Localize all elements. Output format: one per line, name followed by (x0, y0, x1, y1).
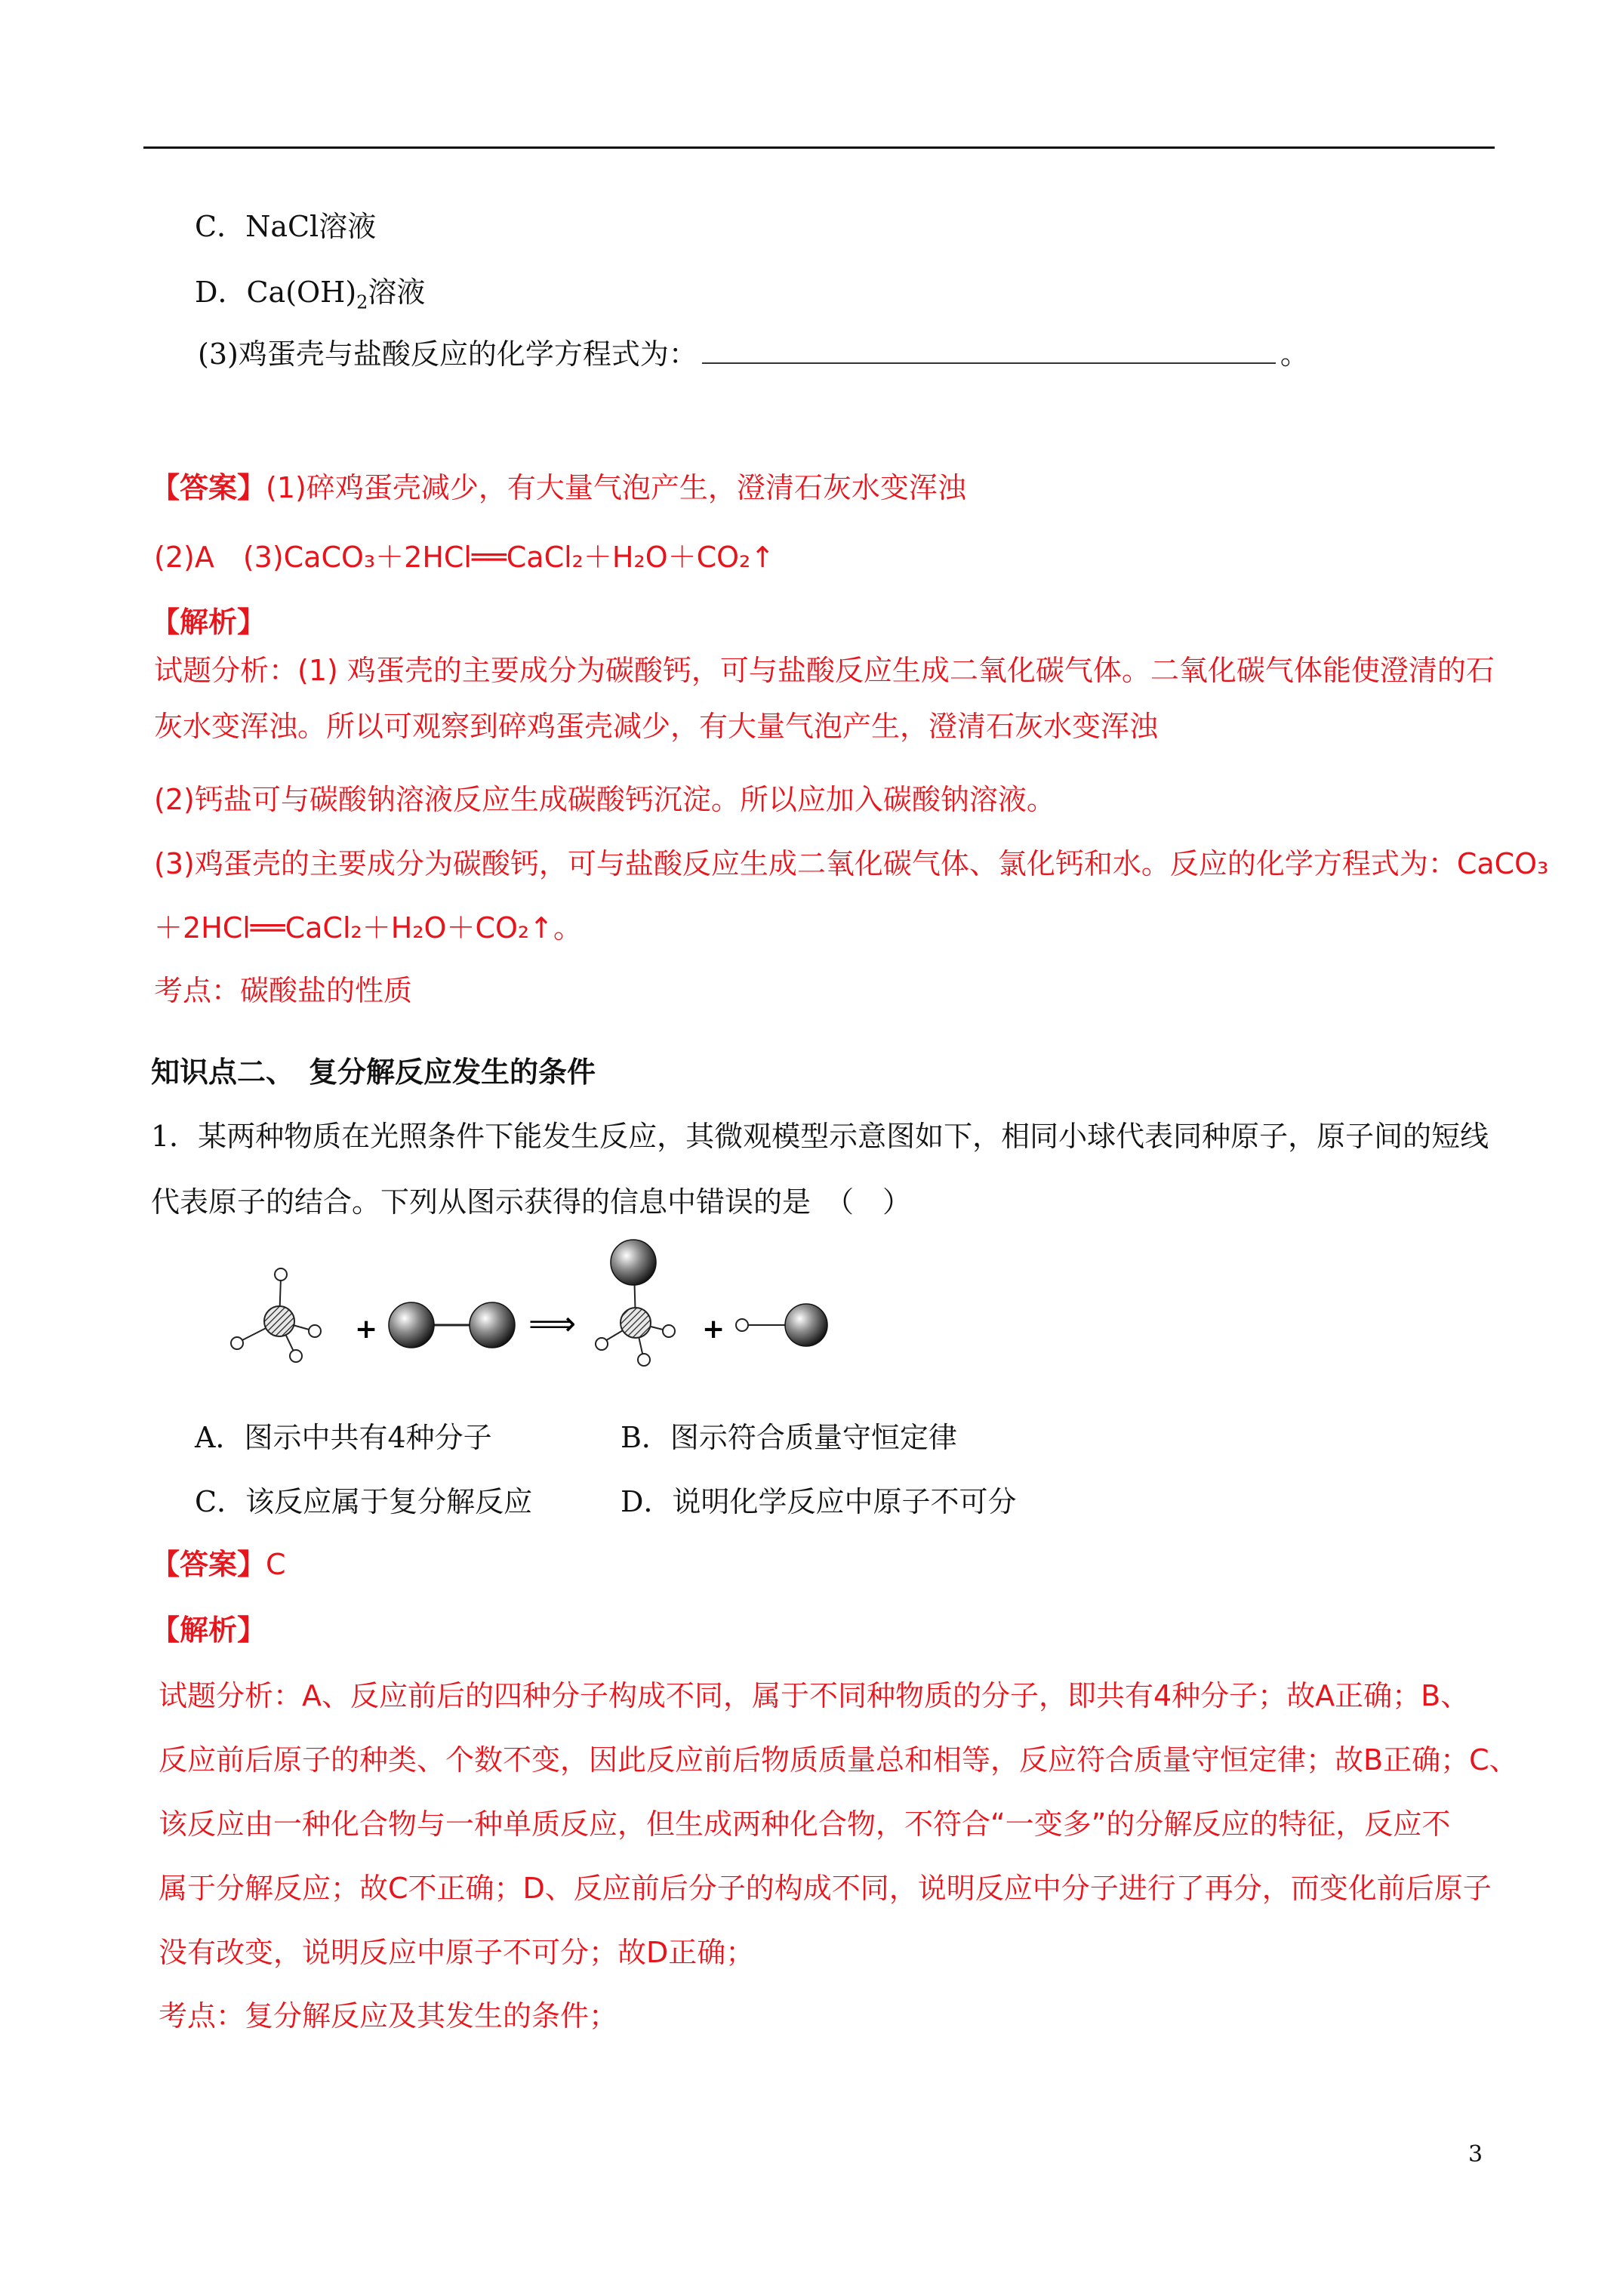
analysis-1-line-4: (3)鸡蛋壳的主要成分为碳酸钙，可与盐酸反应生成二氧化碳气体、氯化钙和水。反应的化学方程式为：CaCO₃ (154, 847, 1549, 880)
answer-1-line-2: (2)A (3)CaCO₃＋2HCl══CaCl₂＋H₂O＋CO₂↑ (154, 541, 775, 574)
option-d-top (195, 274, 425, 321)
analysis-1-line-1: 试题分析：(1) 鸡蛋壳的主要成分为碳酸钙，可与盐酸反应生成二氧化碳气体。二氧化碳气体能使澄清的石 (154, 654, 1495, 687)
analysis-2-line-2: 反应前后原子的种类、个数不变，因此反应前后物质质量总和相等，反应符合质量守恒定律；故B正确；C、 (159, 1743, 1518, 1777)
option-c-top: C．NaCl溶液 (195, 210, 377, 243)
analysis-1-tag: 【解析】 (151, 606, 266, 639)
option-c: C．该反应属于复分解反应 (195, 1485, 533, 1518)
reaction-arrow: ⟹ (528, 1305, 577, 1343)
option-a: A．图示中共有4种分子 (195, 1421, 492, 1454)
question-1-line-1: 1．某两种物质在光照条件下能发生反应，其微观模型示意图如下，相同小球代表同种原子，原子间的短线 (151, 1120, 1489, 1153)
answer-tag: 【答案】 (151, 471, 266, 504)
analysis-1-kaodian: 考点：碳酸盐的性质 (154, 974, 413, 1007)
molecular-model-diagram (219, 1238, 838, 1382)
analysis-2-tag: 【解析】 (151, 1613, 266, 1647)
analysis-2-line-3: 该反应由一种化合物与一种单质反应，但生成两种化合物，不符合“一变多”的分解反应的特征，反应不 (159, 1808, 1451, 1841)
question-3-suffix: 。 (1280, 337, 1309, 371)
question-3-text: (3)鸡蛋壳与盐酸反应的化学方程式为： (198, 337, 698, 371)
option-d-suffix: 溶液 (368, 276, 426, 309)
answer-2 (151, 1546, 286, 1583)
question-1-line-2: 代表原子的结合。下列从图示获得的信息中错误的是 （ ） (151, 1185, 912, 1219)
option-d: D．说明化学反应中原子不可分 (621, 1485, 1017, 1518)
product-molecule-2 (736, 1304, 827, 1346)
answer-2-value: C (266, 1548, 286, 1581)
plus-sign-2: + (702, 1314, 725, 1345)
analysis-1-line-3: (2)钙盐可与碳酸钠溶液反应生成碳酸钙沉淀。所以应加入碳酸钠溶液。 (154, 783, 1055, 816)
analysis-2-line-5: 没有改变，说明反应中原子不可分；故D正确； (159, 1936, 755, 1969)
reactant-molecule-1 (231, 1268, 321, 1362)
reactant-molecule-2 (389, 1302, 515, 1348)
analysis-2-line-4: 属于分解反应；故C不正确；D、反应前后分子的构成不同，说明反应中分子进行了再分，而变化前后原子 (159, 1872, 1492, 1905)
section-title: 知识点二、 复分解反应发生的条件 (151, 1056, 596, 1089)
analysis-2-line-1: 试题分析：A、反应前后的四种分子构成不同，属于不同种物质的分子，即共有4种分子；故A正确；B、 (159, 1679, 1470, 1712)
plus-sign-1: + (355, 1314, 378, 1345)
answer-2-tag: 【答案】 (151, 1548, 266, 1581)
analysis-1-line-5: ＋2HCl══CaCl₂＋H₂O＋CO₂↑。 (154, 911, 582, 945)
answer-1-line-1: (1)碎鸡蛋壳减少，有大量气泡产生，澄清石灰水变浑浊 (266, 471, 966, 504)
answer-1 (151, 470, 966, 506)
option-d-text: D．Ca(OH) (195, 276, 357, 309)
product-molecule-1 (596, 1240, 675, 1366)
option-d-subscript: 2 (356, 291, 368, 313)
question-3 (198, 336, 1309, 372)
page-number: 3 (1468, 2141, 1483, 2168)
analysis-2-kaodian: 考点：复分解反应及其发生的条件； (159, 1999, 618, 2032)
header-rule (143, 146, 1495, 149)
answer-blank[interactable] (702, 340, 1276, 364)
analysis-1-line-2: 灰水变浑浊。所以可观察到碎鸡蛋壳减少，有大量气泡产生，澄清石灰水变浑浊 (154, 710, 1159, 743)
option-b: B．图示符合质量守恒定律 (621, 1421, 957, 1454)
